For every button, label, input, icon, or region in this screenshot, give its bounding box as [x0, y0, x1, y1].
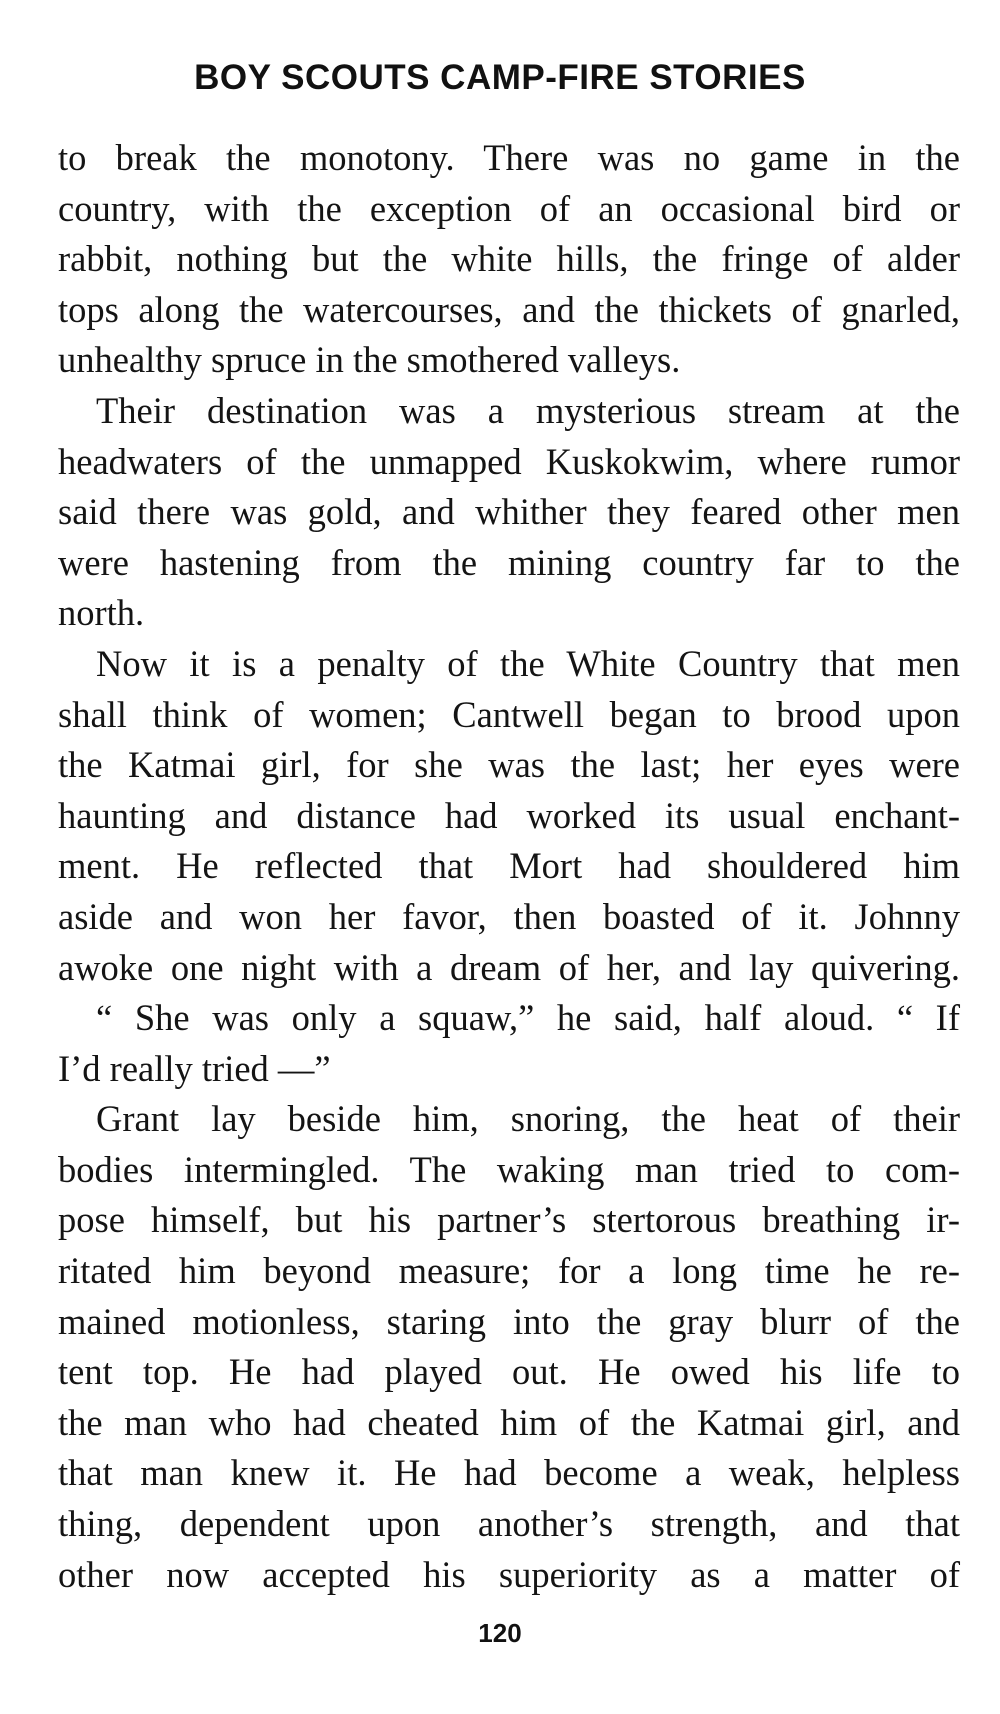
text-line: shall think of women; Cantwell began to brood upon — [58, 693, 960, 735]
text-line: headwaters of the unmapped Kuskokwim, where rumor — [58, 440, 960, 482]
text-line: rabbit, nothing but the white hills, the fringe of alder — [58, 238, 960, 280]
text-line: mained motionless, staring into the gray blurr of the — [58, 1300, 960, 1342]
text-line: bodies intermingled. The waking man tried to com- — [58, 1148, 960, 1190]
text-line: Their destination was a mysterious stream at the — [96, 389, 960, 431]
text-line: ment. He reflected that Mort had shouldered him — [58, 845, 960, 887]
text-line: aside and won her favor, then boasted of it. Johnny — [58, 895, 960, 937]
text-line: pose himself, but his partner’s stertorous breathing ir- — [58, 1199, 960, 1241]
text-line: Now it is a penalty of the White Country that men — [96, 642, 960, 684]
text-line: haunting and distance had worked its usual enchant- — [58, 794, 960, 836]
running-head: BOY SCOUTS CAMP-FIRE STORIES — [194, 58, 806, 97]
text-line: were hastening from the mining country far to the — [58, 541, 960, 583]
text-line: I’d really tried —” — [58, 1047, 331, 1089]
text-line: country, with the exception of an occasional bird or — [58, 187, 960, 229]
text-line: tops along the watercourses, and the thickets of gnarled, — [58, 288, 960, 330]
text-line: awoke one night with a dream of her, and lay quivering. — [58, 946, 960, 988]
text-line: said there was gold, and whither they feared other men — [58, 491, 960, 533]
text-line: north. — [58, 592, 145, 634]
text-line: tent top. He had played out. He owed his life to — [58, 1351, 960, 1393]
text-line: unhealthy spruce in the smothered valleys. — [58, 339, 681, 381]
page-number: 120 — [478, 1618, 522, 1648]
text-line: the Katmai girl, for she was the last; her eyes were — [58, 744, 960, 786]
text-line: thing, dependent upon another’s strength, and that — [58, 1503, 960, 1545]
text-line: Grant lay beside him, snoring, the heat of their — [96, 1098, 960, 1140]
body-text — [58, 133, 960, 1600]
text-line: the man who had cheated him of the Katmai girl, and — [58, 1401, 960, 1443]
text-line: that man knew it. He had become a weak, helpless — [58, 1452, 960, 1494]
text-line: ritated him beyond measure; for a long time he re- — [58, 1250, 960, 1292]
text-line: other now accepted his superiority as a matter of — [58, 1553, 960, 1595]
text-line: to break the monotony. There was no game in the — [58, 137, 960, 178]
text-line: “ She was only a squaw,” he said, half aloud. “ If — [96, 997, 960, 1039]
